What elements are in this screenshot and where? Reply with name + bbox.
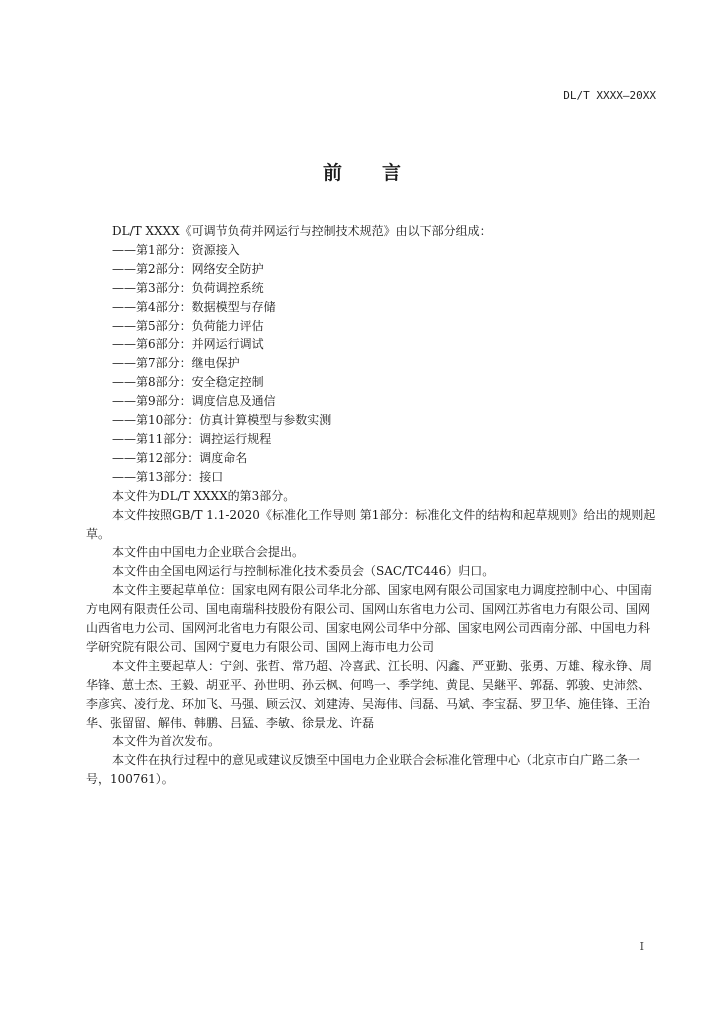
proposer-paragraph: 本文件由中国电力企业联合会提出。 <box>112 545 305 560</box>
part-item: ——第10部分：仿真计算模型与参数实测 <box>112 413 332 428</box>
drafting-rules-paragraph: 本文件按照GB/T 1.1-2020《标准化工作导则 第1部分：标准化文件的结构和起草规则》给出的规则起草。 <box>86 507 656 541</box>
intro-paragraph: DL/T XXXX《可调节负荷并网运行与控制技术规范》由以下部分组成： <box>112 224 492 238</box>
part-item: ——第7部分：继电保护 <box>112 356 240 371</box>
page-number: I <box>639 940 644 953</box>
part-item: ——第12部分：调度命名 <box>112 450 248 465</box>
part-item: ——第8部分：安全稳定控制 <box>112 375 264 390</box>
standard-code-header: DL/T XXXX—20XX <box>563 89 656 102</box>
part-item: ——第13部分：接口 <box>112 469 224 484</box>
drafters-paragraph: 本文件主要起草人：宁剑、张哲、常乃超、冷喜武、江长明、闪鑫、严亚勤、张勇、万雄、稼永铮、周华锋、葸士杰、王毅、胡亚平、孙世明、孙云枫、何鸣一、季学纯、黄昆、吴継平、郭磊、郭骏、史沛然、李彦宾、凌行龙、环加飞、马强、顾云汉、刘建涛、吴海伟、闫磊、马斌、李宝磊、罗卫华、施佳锋、王治华、张留留、解伟、韩鹏、吕猛、李敏、徐景龙、许磊 <box>86 658 653 730</box>
part-item: ——第9部分：调度信息及通信 <box>112 394 276 409</box>
page-title: 前言 <box>322 162 441 184</box>
part-item: ——第2部分：网络安全防护 <box>112 261 264 276</box>
feedback-paragraph: 本文件在执行过程中的意见或建议反馈至中国电力企业联合会标准化管理中心（北京市白广路二条一号，100761）。 <box>86 753 641 787</box>
part-item: ——第1部分：资源接入 <box>112 242 240 257</box>
part-item: ——第6部分：并网运行调试 <box>112 337 264 352</box>
document-body <box>86 222 658 789</box>
first-release-paragraph: 本文件为首次发布。 <box>112 734 221 749</box>
part-item: ——第5部分：负荷能力评估 <box>112 318 264 333</box>
committee-paragraph: 本文件由全国电网运行与控制标准化技术委员会（SAC/TC446）归口。 <box>112 564 495 579</box>
part-item: ——第3部分：负荷调控系统 <box>112 280 264 295</box>
part-item: ——第4部分：数据模型与存储 <box>112 299 276 314</box>
part-item: ——第11部分：调控运行规程 <box>112 431 272 446</box>
drafting-units-paragraph: 本文件主要起草单位：国家电网有限公司华北分部、国家电网有限公司国家电力调度控制中心、中国南方电网有限责任公司、国电南瑞科技股份有限公司、国网山东省电力公司、国网江苏省电力有限公司、国网山西省电力公司、国网河北省电力有限公司、国家电网公司华中分部、国家电网公司西南分部、中国电力科学研究院有限公司、国网宁夏电力有限公司、国网上海市电力公司 <box>86 583 653 654</box>
part-statement: 本文件为DL/T XXXX的第3部分。 <box>112 488 296 503</box>
